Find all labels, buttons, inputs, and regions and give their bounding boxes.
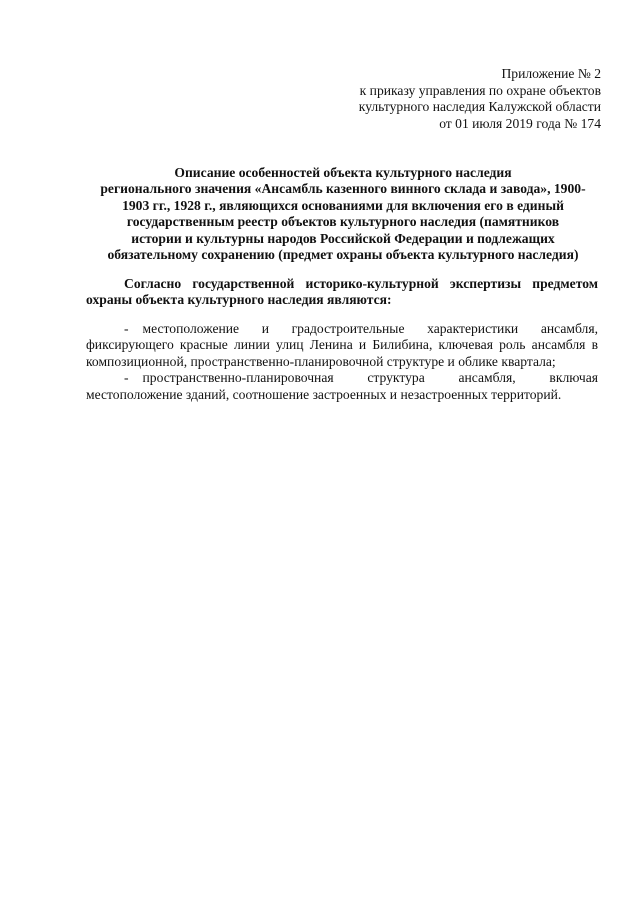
- title-line: истории и культурны народов Российской Федерации и подлежащих: [131, 230, 555, 246]
- title-line: 1903 гг., 1928 г., являющихся основаниями для включения его в единый: [122, 197, 564, 213]
- title-line: государственным реестр объектов культурного наследия (памятников: [126, 214, 560, 230]
- appendix-number: Приложение № 2: [501, 66, 601, 81]
- appendix-authority: культурного наследия Калужской области: [358, 99, 601, 115]
- intro-line: охраны объекта культурного наследия являются:: [86, 292, 392, 308]
- list-item-text: пространственно-планировочная структура ансамбля, включая местоположение зданий, соотношение застроенных и незастроенных территорий.: [86, 370, 598, 402]
- title-line: регионального значения «Ансамбль казенного винного склада и завода», 1900-: [100, 181, 586, 197]
- list-dash: -: [124, 321, 129, 336]
- appendix-order-ref: к приказу управления по охране объектов: [359, 82, 601, 98]
- list-item-text: местоположение и градостроительные характеристики ансамбля, фиксирующего красные линии улиц Ленина и Билибина, ключевая роль ансамбля в композиционной, пространственно-планировочной структуре и облике квартала;: [86, 321, 598, 369]
- list-dash: -: [124, 370, 129, 386]
- title-line: Описание особенностей объекта культурного наследия: [174, 165, 512, 180]
- document-title: [82, 165, 604, 263]
- intro-line: Согласно государственной историко-культурной экспертизы предметом: [124, 276, 598, 291]
- appendix-date: от 01 июля 2019 года № 174: [439, 115, 601, 131]
- protection-items-list: [86, 321, 598, 403]
- intro-paragraph: [86, 276, 598, 309]
- list-item: [86, 370, 598, 403]
- title-line: обязательному сохранению (предмет охраны объекта культурного наследия): [107, 247, 579, 263]
- list-item: [86, 321, 598, 370]
- appendix-header: [271, 66, 601, 132]
